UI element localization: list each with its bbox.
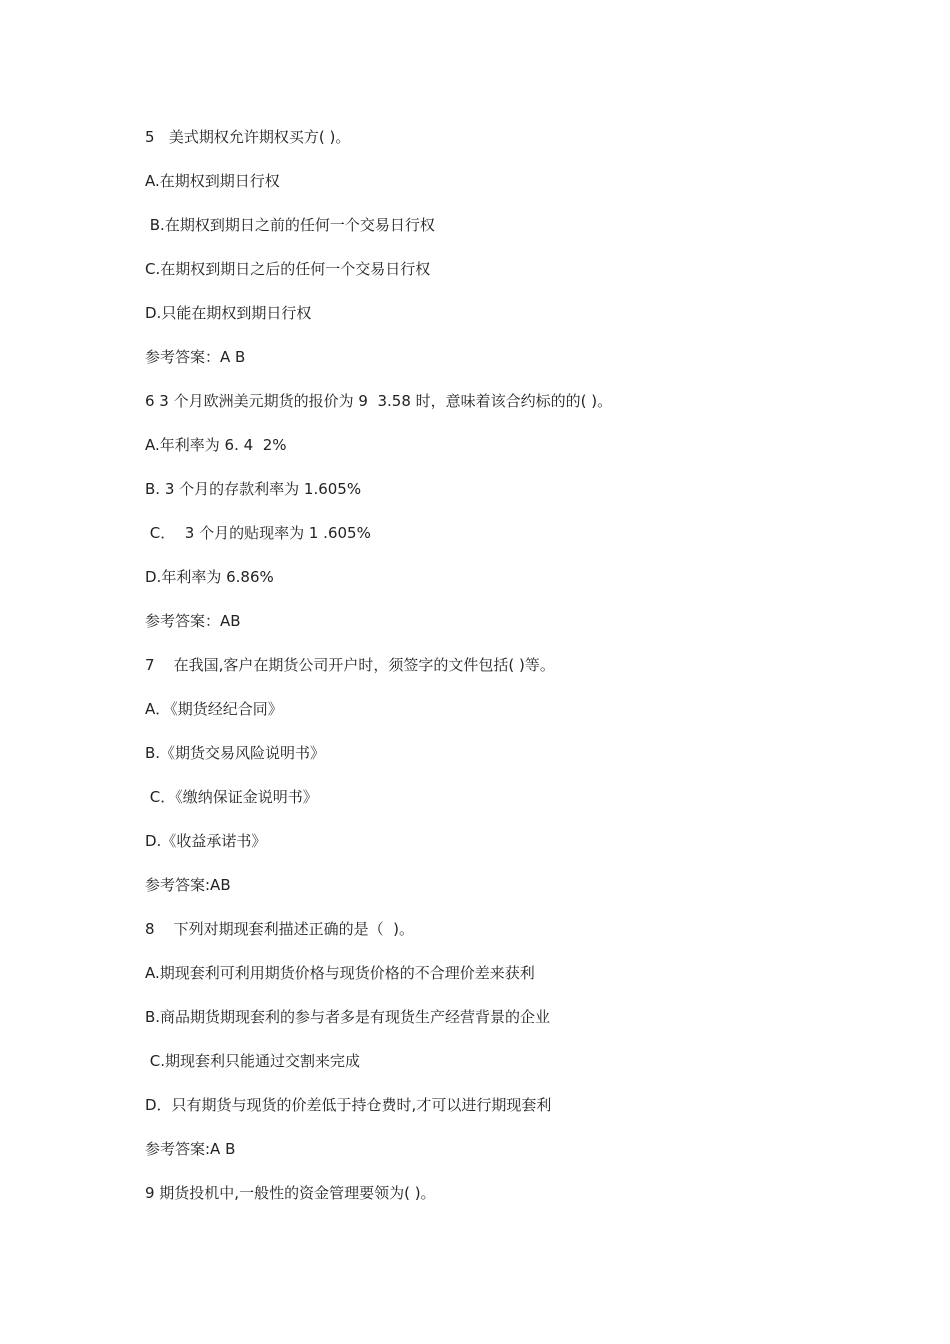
question-5-option-b: B.在期权到期日之前的任何一个交易日行权 xyxy=(145,216,435,234)
question-8-option-b: B.商品期货期现套利的参与者多是有现货生产经营背景的企业 xyxy=(145,1008,551,1026)
question-6-option-b: B. 3 个月的存款利率为 1.605% xyxy=(145,480,362,498)
question-7-option-a: A．《期货经纪合同》 xyxy=(145,700,283,718)
question-7-answer: 参考答案:AB xyxy=(145,876,231,894)
question-5-answer: 参考答案：A B xyxy=(145,348,246,366)
question-6-option-d: D.年利率为 6.86% xyxy=(145,568,274,586)
question-5-option-d: D.只能在期权到期日行权 xyxy=(145,304,312,322)
question-5-option-c: C.在期权到期日之后的任何一个交易日行权 xyxy=(145,260,431,278)
question-7-option-b: B.《期货交易风险说明书》 xyxy=(145,744,326,762)
question-7-option-d: D.《收益承诺书》 xyxy=(145,832,267,850)
question-7-option-c: C．《缴纳保证金说明书》 xyxy=(145,788,318,806)
question-6-option-c: C． 3 个月的贴现率为 1 .605% xyxy=(145,524,371,542)
question-8-option-a: A.期现套利可利用期货价格与现货价格的不合理价差来获利 xyxy=(145,964,535,982)
question-6-answer: 参考答案：AB xyxy=(145,612,241,630)
question-9-stem: 9 期货投机中,一般性的资金管理要领为( )。 xyxy=(145,1184,436,1202)
question-8-option-c: C.期现套利只能通过交割来完成 xyxy=(145,1052,361,1070)
question-8-answer: 参考答案:A B xyxy=(145,1140,236,1158)
question-6-stem: 6 3 个月欧洲美元期货的报价为 9 3.58 时，意味着该合约标的的( )。 xyxy=(145,392,613,410)
question-6-option-a: A.年利率为 6. 4 2% xyxy=(145,436,287,454)
question-7-stem: 7 在我国,客户在期货公司开户时，须签字的文件包括( )等。 xyxy=(145,656,555,674)
question-5-stem: 5 美式期权允许期权买方( )。 xyxy=(145,128,351,146)
question-8-stem: 8 下列对期现套利描述正确的是（ )。 xyxy=(145,920,415,938)
question-8-option-d: D．只有期货与现货的价差低于持仓费时,才可以进行期现套利 xyxy=(145,1096,552,1114)
question-5-option-a: A.在期权到期日行权 xyxy=(145,172,280,190)
